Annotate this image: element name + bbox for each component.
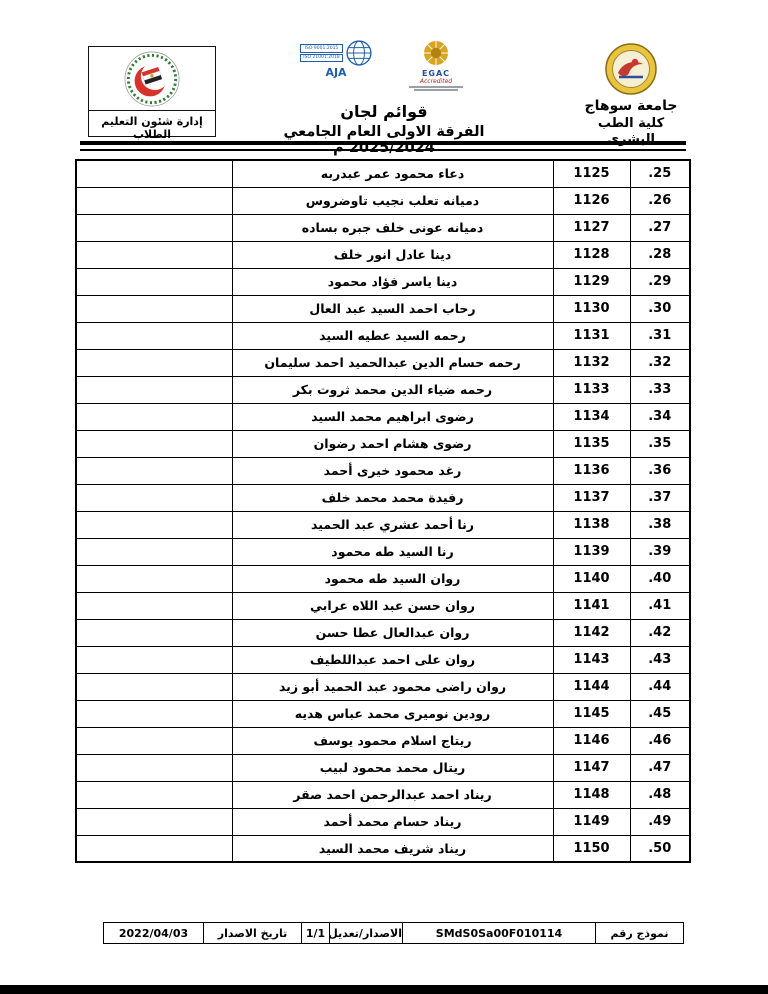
student-name: ريناد حسام محمد أحمد <box>232 808 553 835</box>
row-number: 44. <box>630 673 690 700</box>
row-number: 41. <box>630 592 690 619</box>
empty-cell <box>76 754 232 781</box>
row-number: 50. <box>630 835 690 862</box>
empty-cell <box>76 700 232 727</box>
table-row <box>76 295 690 322</box>
student-name: روان عبدالعال عطا حسن <box>232 619 553 646</box>
table-row <box>76 646 690 673</box>
empty-cell <box>76 214 232 241</box>
empty-cell <box>76 403 232 430</box>
department-box <box>88 46 216 142</box>
empty-cell <box>76 835 232 862</box>
empty-cell <box>76 187 232 214</box>
empty-cell <box>76 619 232 646</box>
row-number: 25. <box>630 160 690 187</box>
empty-cell <box>76 727 232 754</box>
title-header-block <box>251 40 517 156</box>
roster-body <box>76 160 690 862</box>
seat-number: 1145 <box>553 700 630 727</box>
university-header-block <box>572 42 690 148</box>
seat-number: 1144 <box>553 673 630 700</box>
seat-number: 1147 <box>553 754 630 781</box>
row-number: 32. <box>630 349 690 376</box>
empty-cell <box>76 646 232 673</box>
table-row <box>76 835 690 862</box>
student-name: ريناد احمد عبدالرحمن احمد صقر <box>232 781 553 808</box>
table-row <box>76 187 690 214</box>
issue-date-value: 2022/04/03 <box>104 923 204 944</box>
empty-cell <box>76 808 232 835</box>
row-number: 37. <box>630 484 690 511</box>
aja-iso-tags <box>300 44 342 62</box>
egac-label: EGAC <box>421 69 451 78</box>
empty-cell <box>76 349 232 376</box>
table-row <box>76 160 690 187</box>
student-name: روان السيد طه محمود <box>232 565 553 592</box>
table-row <box>76 214 690 241</box>
empty-cell <box>76 673 232 700</box>
footer-row <box>104 923 684 944</box>
seat-number: 1132 <box>553 349 630 376</box>
aja-label: AJA <box>325 66 347 79</box>
empty-cell <box>76 430 232 457</box>
seat-number: 1130 <box>553 295 630 322</box>
seat-number: 1135 <box>553 430 630 457</box>
student-name: ريناد شريف محمد السيد <box>232 835 553 862</box>
row-number: 36. <box>630 457 690 484</box>
egac-fine-print <box>397 86 475 91</box>
aja-accreditation-logo <box>293 40 379 79</box>
row-number: 34. <box>630 403 690 430</box>
document-subtitle: الفرقة الاولى العام الجامعي 2025/2024 م <box>283 124 485 156</box>
empty-cell <box>76 376 232 403</box>
table-row <box>76 403 690 430</box>
student-name: روان حسن عبد اللاه عرابي <box>232 592 553 619</box>
student-name: رحمه السيد عطيه السيد <box>232 322 553 349</box>
row-number: 45. <box>630 700 690 727</box>
student-name: رحمه حسام الدين عبدالحميد احمد سليمان <box>232 349 553 376</box>
seat-number: 1141 <box>553 592 630 619</box>
empty-cell <box>76 295 232 322</box>
row-number: 39. <box>630 538 690 565</box>
table-row <box>76 700 690 727</box>
table-row <box>76 484 690 511</box>
issue-date-label: تاريخ الاصدار <box>204 923 302 944</box>
seat-number: 1128 <box>553 241 630 268</box>
seat-number: 1143 <box>553 646 630 673</box>
issue-label: الاصدار/تعديل <box>330 923 403 944</box>
document-title: قوائم لجان <box>340 102 428 121</box>
student-name: رنا أحمد عشري عبد الحميد <box>232 511 553 538</box>
seat-number: 1138 <box>553 511 630 538</box>
department-label: إدارة شئون التعليم الطلاب <box>89 110 215 141</box>
iso-21001-label: ISO 21001:2018 <box>300 54 342 62</box>
table-row <box>76 808 690 835</box>
student-name: رحاب احمد السيد عبد العال <box>232 295 553 322</box>
student-name: ريتاج اسلام محمود يوسف <box>232 727 553 754</box>
seat-number: 1134 <box>553 403 630 430</box>
empty-cell <box>76 457 232 484</box>
student-name: رضوى هشام احمد رضوان <box>232 430 553 457</box>
row-number: 29. <box>630 268 690 295</box>
egac-accreditation-logo <box>397 40 475 92</box>
student-name: رنا السيد طه محمود <box>232 538 553 565</box>
form-footer-table <box>103 922 684 944</box>
seat-number: 1136 <box>553 457 630 484</box>
seat-number: 1148 <box>553 781 630 808</box>
student-name: دينا عادل انور خلف <box>232 241 553 268</box>
seat-number: 1131 <box>553 322 630 349</box>
student-name: رحمه ضياء الدين محمد ثروت بكر <box>232 376 553 403</box>
table-row <box>76 241 690 268</box>
empty-cell <box>76 592 232 619</box>
empty-cell <box>76 160 232 187</box>
student-name: روان راضى محمود عبد الحميد أبو زيد <box>232 673 553 700</box>
student-name: دميانه تعلب نجيب تاوضروس <box>232 187 553 214</box>
header-divider-rule <box>80 141 686 151</box>
form-number-code: SMdS0Sa00F010114 <box>403 923 596 944</box>
student-name: ريتال محمد محمود لبيب <box>232 754 553 781</box>
student-name: روان على احمد عبداللطيف <box>232 646 553 673</box>
row-number: 48. <box>630 781 690 808</box>
seat-number: 1125 <box>553 160 630 187</box>
empty-cell <box>76 268 232 295</box>
seat-number: 1140 <box>553 565 630 592</box>
empty-cell <box>76 484 232 511</box>
table-row <box>76 376 690 403</box>
table-row <box>76 511 690 538</box>
seat-number: 1150 <box>553 835 630 862</box>
row-number: 40. <box>630 565 690 592</box>
row-number: 47. <box>630 754 690 781</box>
seat-number: 1133 <box>553 376 630 403</box>
student-name: رغد محمود خيرى أحمد <box>232 457 553 484</box>
seat-number: 1139 <box>553 538 630 565</box>
student-name: دينا ياسر فؤاد محمود <box>232 268 553 295</box>
row-number: 42. <box>630 619 690 646</box>
row-number: 30. <box>630 295 690 322</box>
scan-edge-artifact <box>0 985 768 994</box>
student-roster-table <box>75 159 691 863</box>
table-row <box>76 538 690 565</box>
table-row <box>76 430 690 457</box>
sohag-university-logo-icon <box>604 42 658 96</box>
table-row <box>76 727 690 754</box>
iso-9001-label: ISO 9001:2015 <box>300 44 342 52</box>
empty-cell <box>76 241 232 268</box>
row-number: 28. <box>630 241 690 268</box>
empty-cell <box>76 538 232 565</box>
empty-cell <box>76 565 232 592</box>
row-number: 31. <box>630 322 690 349</box>
student-name: رضوى ابراهيم محمد السيد <box>232 403 553 430</box>
row-number: 33. <box>630 376 690 403</box>
egac-medal-icon <box>423 40 449 66</box>
empty-cell <box>76 322 232 349</box>
seat-number: 1146 <box>553 727 630 754</box>
table-row <box>76 592 690 619</box>
aja-globe-icon <box>346 40 372 66</box>
form-number-label: نموذج رقم <box>596 923 684 944</box>
row-number: 35. <box>630 430 690 457</box>
seat-number: 1126 <box>553 187 630 214</box>
student-name: دعاء محمود عمر عبدربه <box>232 160 553 187</box>
egac-tagline: Accredited <box>419 77 453 85</box>
row-number: 38. <box>630 511 690 538</box>
seat-number: 1127 <box>553 214 630 241</box>
student-name: رفيدة محمد محمد خلف <box>232 484 553 511</box>
empty-cell <box>76 781 232 808</box>
row-number: 49. <box>630 808 690 835</box>
student-name: دميانه عونى خلف جبره بساده <box>232 214 553 241</box>
empty-cell <box>76 511 232 538</box>
seat-number: 1142 <box>553 619 630 646</box>
faculty-of-medicine-crescent-logo-icon <box>123 50 181 108</box>
table-row <box>76 565 690 592</box>
seat-number: 1149 <box>553 808 630 835</box>
table-row <box>76 322 690 349</box>
university-name: جامعة سوهاج <box>584 98 678 114</box>
table-row <box>76 619 690 646</box>
row-number: 27. <box>630 214 690 241</box>
seat-number: 1129 <box>553 268 630 295</box>
table-row <box>76 457 690 484</box>
issue-value: 1/1 <box>302 923 330 944</box>
student-name: رودين نوميرى محمد عباس هديه <box>232 700 553 727</box>
faculty-name: كلية الطب البشرى <box>597 115 665 147</box>
row-number: 46. <box>630 727 690 754</box>
table-row <box>76 781 690 808</box>
table-row <box>76 349 690 376</box>
table-row <box>76 268 690 295</box>
table-row <box>76 754 690 781</box>
row-number: 43. <box>630 646 690 673</box>
accreditation-logos <box>251 40 517 100</box>
seat-number: 1137 <box>553 484 630 511</box>
row-number: 26. <box>630 187 690 214</box>
table-row <box>76 673 690 700</box>
